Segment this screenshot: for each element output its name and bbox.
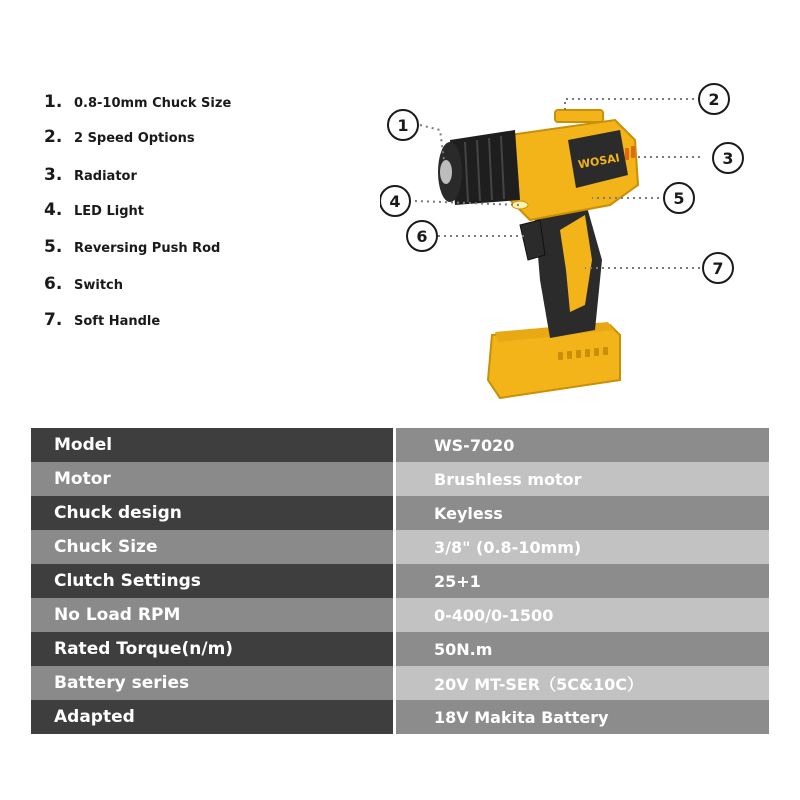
spec-value: 20V MT-SER（5C&10C） — [393, 666, 769, 700]
table-row — [31, 598, 769, 632]
feature-item — [44, 310, 160, 330]
svg-text:6: 6 — [416, 227, 428, 246]
spec-key: Rated Torque(n/m) — [31, 632, 393, 666]
feature-label: LED Light — [74, 204, 144, 219]
spec-value: 18V Makita Battery — [393, 700, 769, 734]
spec-key: Chuck design — [31, 496, 393, 530]
table-row — [31, 700, 769, 734]
feature-item — [44, 92, 231, 112]
spec-key: Motor — [31, 462, 393, 496]
table-row — [31, 428, 769, 462]
drill-svg — [380, 80, 760, 410]
feature-number: 1. — [44, 92, 63, 112]
spec-key: Clutch Settings — [31, 564, 393, 598]
spec-value: WS-7020 — [393, 428, 769, 462]
chuck-jaw-shape — [440, 160, 452, 184]
spec-value: Keyless — [393, 496, 769, 530]
feature-label: Soft Handle — [74, 314, 161, 329]
spec-key: Battery series — [31, 666, 393, 700]
callout-6 — [407, 221, 437, 251]
svg-text:7: 7 — [712, 259, 724, 278]
feature-label: Radiator — [74, 169, 137, 184]
brand-label: WOSAI — [577, 151, 621, 172]
table-row — [31, 496, 769, 530]
spec-key: No Load RPM — [31, 598, 393, 632]
spec-value: 50N.m — [393, 632, 769, 666]
callout-1 — [388, 110, 418, 140]
feature-item — [44, 127, 195, 147]
feature-number: 6. — [44, 274, 63, 294]
svg-text:2: 2 — [708, 90, 720, 109]
feature-label: 0.8-10mm Chuck Size — [74, 96, 232, 111]
speed-switch-shape — [555, 110, 603, 122]
led-light-shape — [512, 201, 528, 209]
svg-text:4: 4 — [389, 192, 401, 211]
spec-value: 3/8" (0.8-10mm) — [393, 530, 769, 564]
callout-4 — [380, 186, 410, 216]
spec-value: 25+1 — [393, 564, 769, 598]
feature-item — [44, 200, 144, 220]
spec-value: 0-400/0-1500 — [393, 598, 769, 632]
spec-key: Model — [31, 428, 393, 462]
switch-trigger-shape — [520, 220, 545, 260]
feature-number: 2. — [44, 127, 63, 147]
table-row — [31, 462, 769, 496]
svg-text:1: 1 — [397, 116, 409, 135]
feature-label: Switch — [74, 278, 124, 293]
feature-number: 3. — [44, 165, 63, 185]
table-row — [31, 666, 769, 700]
spec-key: Adapted — [31, 700, 393, 734]
feature-item — [44, 165, 137, 185]
svg-text:5: 5 — [673, 189, 685, 208]
spec-key: Chuck Size — [31, 530, 393, 564]
svg-text:3: 3 — [722, 149, 734, 168]
feature-number: 4. — [44, 200, 63, 220]
feature-label: Reversing Push Rod — [74, 241, 221, 256]
table-row — [31, 632, 769, 666]
table-row — [31, 530, 769, 564]
callout-5 — [664, 183, 694, 213]
drill-illustration — [380, 80, 760, 410]
callout-3 — [713, 143, 743, 173]
table-row — [31, 564, 769, 598]
feature-item — [44, 274, 123, 294]
feature-label: 2 Speed Options — [74, 131, 195, 146]
spec-value: Brushless motor — [393, 462, 769, 496]
callout-2 — [699, 84, 729, 114]
callout-7 — [703, 253, 733, 283]
feature-number: 5. — [44, 237, 63, 257]
spec-table — [31, 428, 769, 734]
feature-item — [44, 237, 220, 257]
feature-number: 7. — [44, 310, 63, 330]
